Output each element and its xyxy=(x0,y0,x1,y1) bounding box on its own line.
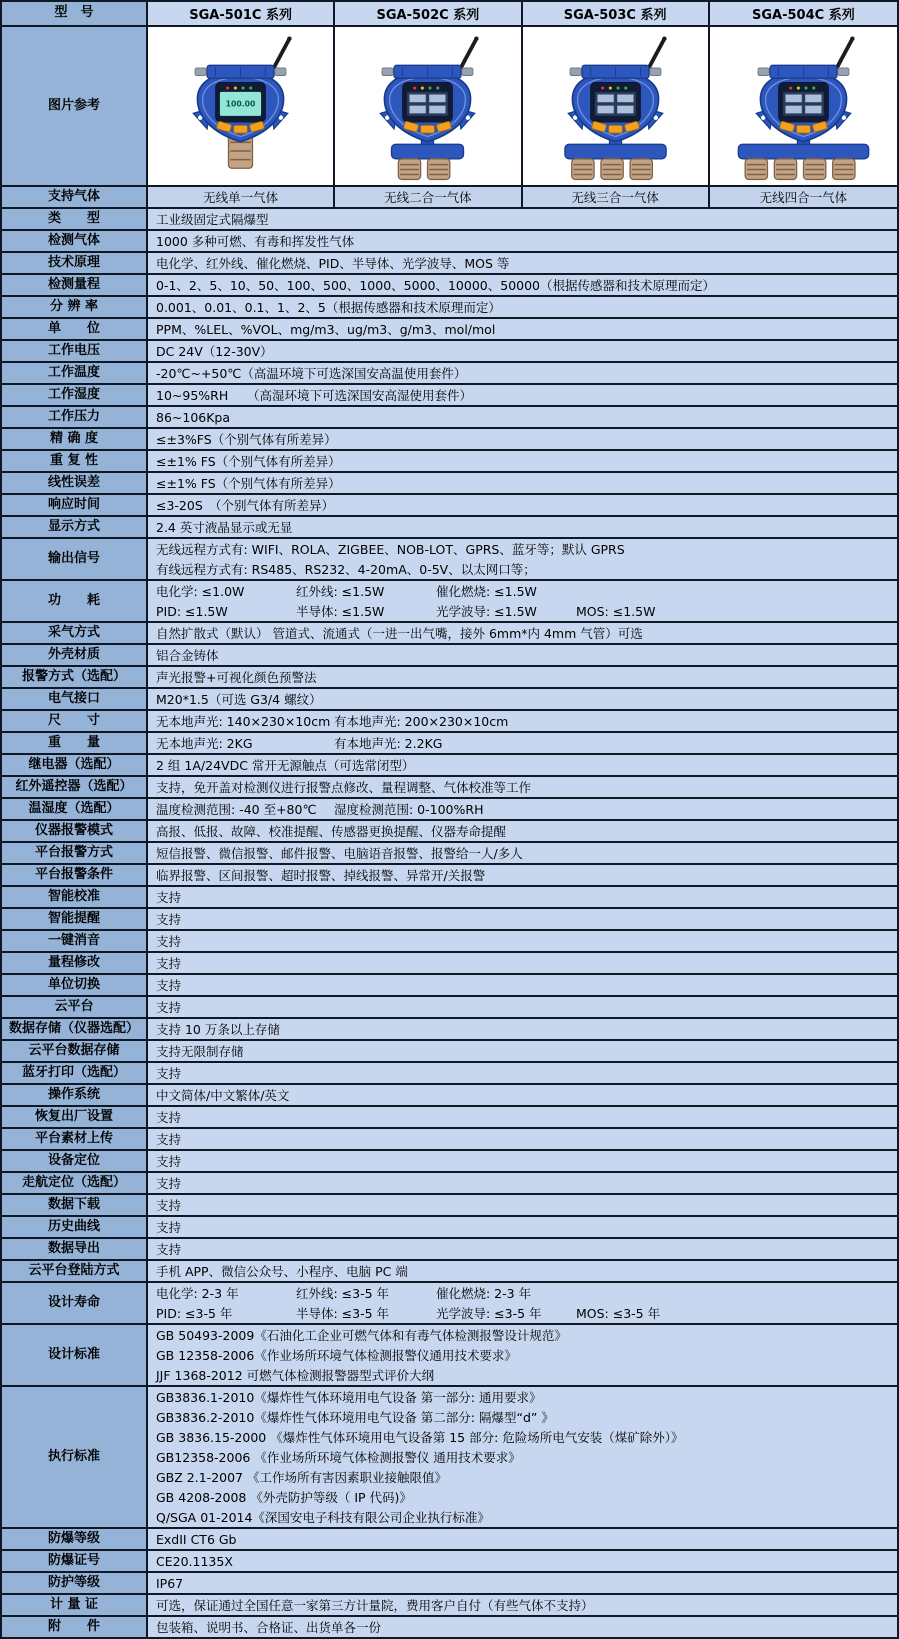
row-value: 无线远程方式有: WIFI、ROLA、ZIGBEE、NOB-LOT、GPRS、蓝牙等；默认 GPRS 有线远程方式有: RS485、RS232、4-20mA、0-5V、以太网口等； xyxy=(148,539,897,579)
row-label: 智能提醒 xyxy=(2,909,148,929)
row-label: 显示方式 xyxy=(2,517,148,537)
table-row xyxy=(2,997,897,1019)
row-value: 支持 xyxy=(148,1063,897,1083)
row-value: 1000 多种可燃、有毒和挥发性气体 xyxy=(148,231,897,251)
value-segment: 无本地声光: 2KG xyxy=(156,736,253,751)
model-name-sga-504c: SGA-504C 系列 xyxy=(710,2,897,25)
table-row xyxy=(2,1529,897,1551)
row-value: 支持 10 万条以上存储 xyxy=(148,1019,897,1039)
model-name-sga-502c: SGA-502C 系列 xyxy=(335,2,522,25)
row-label: 计 量 证 xyxy=(2,1595,148,1615)
table-row xyxy=(2,1239,897,1261)
row-value: 支持 xyxy=(148,1239,897,1259)
row-label: 功 耗 xyxy=(2,581,148,621)
model-name-sga-501c: SGA-501C 系列 xyxy=(148,2,335,25)
value-segment: 半导体: ≤3-5 年 xyxy=(296,1306,390,1321)
row-label: 操作系统 xyxy=(2,1085,148,1105)
image-row xyxy=(2,27,897,187)
gas-type-1: 无线单一气体 xyxy=(148,187,335,207)
row-label: 历史曲线 xyxy=(2,1217,148,1237)
row-label: 工作湿度 xyxy=(2,385,148,405)
row-value: ExdII CT6 Gb xyxy=(148,1529,897,1549)
row-value: 支持 xyxy=(148,953,897,973)
row-label: 数据存储（仪器选配） xyxy=(2,1019,148,1039)
row-label: 报警方式（选配） xyxy=(2,667,148,687)
row-label: 工作电压 xyxy=(2,341,148,361)
value-segment: PID: ≤3-5 年 xyxy=(156,1306,233,1321)
row-label: 云平台数据存储 xyxy=(2,1041,148,1061)
row-label: 线性误差 xyxy=(2,473,148,493)
table-row xyxy=(2,1283,897,1325)
value-segment: 红外线: ≤1.5W xyxy=(296,584,385,599)
row-value: 2 组 1A/24VDC 常开无源触点（可选常闭型） xyxy=(148,755,897,775)
table-row xyxy=(2,865,897,887)
table-row xyxy=(2,209,897,231)
row-value: IP67 xyxy=(148,1573,897,1593)
gas-type-3: 无线三合一气体 xyxy=(523,187,710,207)
gas-type-4: 无线四合一气体 xyxy=(710,187,897,207)
row-value: ≤±1% FS（个别气体有所差异） xyxy=(148,473,897,493)
svg-text:100.00: 100.00 xyxy=(225,99,256,108)
table-row xyxy=(2,275,897,297)
row-label: 外壳材质 xyxy=(2,645,148,665)
value-segment: 催化燃烧: ≤1.5W xyxy=(436,584,537,599)
table-row xyxy=(2,733,897,755)
row-value: 10~95%RH （高湿环境下可选深国安高湿使用套件） xyxy=(148,385,897,405)
gas-detector-illustration xyxy=(722,31,885,182)
image-row-label: 图片参考 xyxy=(2,27,148,185)
row-label: 设备定位 xyxy=(2,1151,148,1171)
table-row xyxy=(2,953,897,975)
row-label: 分 辨 率 xyxy=(2,297,148,317)
value-segment: MOS: ≤3-5 年 xyxy=(576,1306,661,1321)
row-value: GB 50493-2009《石油化工企业可燃气体和有毒气体检测报警设计规范》 GB 12358-2006《作业场所环境气体检测报警仪通用技术要求》 JJF 1368-2012 可燃气体检测报警器型式评价大纲 xyxy=(148,1325,897,1385)
row-label: 走航定位（选配） xyxy=(2,1173,148,1193)
spec-rows-host xyxy=(2,209,897,1637)
table-row xyxy=(2,341,897,363)
row-value: 电化学、红外线、催化燃烧、PID、半导体、光学波导、MOS 等 xyxy=(148,253,897,273)
row-label: 设计标准 xyxy=(2,1325,148,1385)
row-value: 支持 xyxy=(148,887,897,907)
row-label: 单位切换 xyxy=(2,975,148,995)
row-label: 云平台登陆方式 xyxy=(2,1261,148,1281)
table-row xyxy=(2,539,897,581)
row-value: DC 24V（12-30V） xyxy=(148,341,897,361)
row-label: 工作温度 xyxy=(2,363,148,383)
value-segment: 湿度检测范围: 0-100%RH xyxy=(334,802,484,817)
value-segment: 无本地声光: 140×230×10cm xyxy=(156,714,331,729)
table-row xyxy=(2,1617,897,1637)
product-image-sga-502c xyxy=(335,27,522,185)
table-row xyxy=(2,623,897,645)
gas-detector-illustration xyxy=(346,31,509,182)
row-label: 数据下载 xyxy=(2,1195,148,1215)
value-segment: MOS: ≤1.5W xyxy=(576,603,656,619)
row-label: 恢复出厂设置 xyxy=(2,1107,148,1127)
row-label: 工作压力 xyxy=(2,407,148,427)
table-row xyxy=(2,429,897,451)
value-segment: 有本地声光: 2.2KG xyxy=(334,736,443,751)
product-image-sga-501c xyxy=(148,27,335,185)
gas-type-2: 无线二合一气体 xyxy=(335,187,522,207)
table-row xyxy=(2,1217,897,1239)
table-row xyxy=(2,1551,897,1573)
row-value xyxy=(148,1283,897,1323)
gas-detector-illustration xyxy=(534,31,697,182)
table-row xyxy=(2,689,897,711)
row-value: 自然扩散式（默认） 管道式、流通式（一进一出气嘴，接外 6mm*内 4mm 气管）可选 xyxy=(148,623,897,643)
table-row xyxy=(2,517,897,539)
table-row xyxy=(2,495,897,517)
row-value: 支持 xyxy=(148,1173,897,1193)
table-row xyxy=(2,975,897,997)
row-value: PPM、%LEL、%VOL、mg/m3、ug/m3、g/m3、mol/mol xyxy=(148,319,897,339)
table-row xyxy=(2,1573,897,1595)
row-label: 检测气体 xyxy=(2,231,148,251)
row-label: 红外遥控器（选配） xyxy=(2,777,148,797)
row-value: 中文简体/中文繁体/英文 xyxy=(148,1085,897,1105)
row-label: 检测量程 xyxy=(2,275,148,295)
row-label: 防爆等级 xyxy=(2,1529,148,1549)
row-label: 执行标准 xyxy=(2,1387,148,1527)
row-value: 铝合金铸体 xyxy=(148,645,897,665)
row-label: 电气接口 xyxy=(2,689,148,709)
row-value: 手机 APP、微信公众号、小程序、电脑 PC 端 xyxy=(148,1261,897,1281)
row-label: 平台报警条件 xyxy=(2,865,148,885)
value-segment: 电化学: ≤1.0W xyxy=(156,584,245,599)
row-label: 重 量 xyxy=(2,733,148,753)
table-row xyxy=(2,451,897,473)
table-row xyxy=(2,1195,897,1217)
table-row xyxy=(2,645,897,667)
row-label: 精 确 度 xyxy=(2,429,148,449)
table-row xyxy=(2,799,897,821)
value-segment: PID: ≤1.5W xyxy=(156,603,228,619)
table-row xyxy=(2,363,897,385)
row-value xyxy=(148,711,897,731)
value-segment: 催化燃烧: 2-3 年 xyxy=(436,1286,532,1301)
row-value: ≤±1% FS（个别气体有所差异） xyxy=(148,451,897,471)
row-label: 继电器（选配） xyxy=(2,755,148,775)
table-row xyxy=(2,1129,897,1151)
row-label: 数据导出 xyxy=(2,1239,148,1259)
gas-row-label: 支持气体 xyxy=(2,187,148,207)
table-row xyxy=(2,1387,897,1529)
row-value: GB3836.1-2010《爆炸性气体环境用电气设备 第一部分: 通用要求》 GB3836.2-2010《爆炸性气体环境用电气设备 第二部分: 隔爆型“d” 》 GB 3836.15-2000 《爆炸性气体环境用电气设备第 15 部分: 危险场所电气安装（煤矿除外）》 GB12358-2006 《作业场所环境气体检测报警仪 通用技术要求》 GBZ 2.1-2007 《工作场所有害因素职业接触限值》 GB 4208-2008 《外壳防护等级（ IP 代码)》 Q/SGA 01-2014《深国安电子科技有限公司企业执行标准》 xyxy=(148,1387,897,1527)
row-label: 温湿度（选配） xyxy=(2,799,148,819)
table-row xyxy=(2,231,897,253)
value-segment: 半导体: ≤1.5W xyxy=(296,604,385,619)
row-label: 类 型 xyxy=(2,209,148,229)
table-row xyxy=(2,1019,897,1041)
row-value: 支持 xyxy=(148,931,897,951)
value-segment: 电化学: 2-3 年 xyxy=(156,1286,239,1301)
row-label: 重 复 性 xyxy=(2,451,148,471)
row-label: 技术原理 xyxy=(2,253,148,273)
row-value: 支持无限制存储 xyxy=(148,1041,897,1061)
row-label: 尺 寸 xyxy=(2,711,148,731)
row-label: 一键消音 xyxy=(2,931,148,951)
table-row xyxy=(2,253,897,275)
table-row xyxy=(2,843,897,865)
table-row xyxy=(2,1063,897,1085)
row-label: 智能校准 xyxy=(2,887,148,907)
table-row xyxy=(2,319,897,341)
table-row xyxy=(2,1325,897,1387)
row-value: 支持 xyxy=(148,1151,897,1171)
table-row xyxy=(2,473,897,495)
row-label: 输出信号 xyxy=(2,539,148,579)
row-value: 支持，免开盖对检测仪进行报警点修改、量程调整、气体校准等工作 xyxy=(148,777,897,797)
table-row xyxy=(2,297,897,319)
row-label: 设计寿命 xyxy=(2,1283,148,1323)
table-row xyxy=(2,385,897,407)
model-name-sga-503c: SGA-503C 系列 xyxy=(523,2,710,25)
table-row xyxy=(2,909,897,931)
value-segment: 有本地声光: 200×230×10cm xyxy=(334,714,509,729)
row-label: 平台素材上传 xyxy=(2,1129,148,1149)
table-row xyxy=(2,821,897,843)
table-row xyxy=(2,1151,897,1173)
value-segment: 温度检测范围: -40 至+80℃ xyxy=(156,802,317,817)
row-label: 量程修改 xyxy=(2,953,148,973)
row-value: CE20.1135X xyxy=(148,1551,897,1571)
table-row xyxy=(2,711,897,733)
row-value: 临界报警、区间报警、超时报警、掉线报警、异常开/关报警 xyxy=(148,865,897,885)
value-segment: 光学波导: ≤1.5W xyxy=(436,604,537,619)
supported-gas-row xyxy=(2,187,897,209)
row-value: 支持 xyxy=(148,975,897,995)
table-row xyxy=(2,931,897,953)
value-segment: 光学波导: ≤3-5 年 xyxy=(436,1306,542,1321)
row-value: 包装箱、说明书、合格证、出货单各一份 xyxy=(148,1617,897,1637)
row-label: 采气方式 xyxy=(2,623,148,643)
table-row xyxy=(2,1107,897,1129)
row-value: 支持 xyxy=(148,1129,897,1149)
row-label: 单 位 xyxy=(2,319,148,339)
row-value: 高报、低报、故障、校准提醒、传感器更换提醒、仪器寿命提醒 xyxy=(148,821,897,841)
row-value: 可选，保证通过全国任意一家第三方计量院，费用客户自付（有些气体不支持） xyxy=(148,1595,897,1615)
row-value: 0-1、2、5、10、50、100、500、1000、5000、10000、50000（根据传感器和技术原理而定） xyxy=(148,275,897,295)
row-value: 0.001、0.01、0.1、1、2、5（根据传感器和技术原理而定） xyxy=(148,297,897,317)
row-label: 附 件 xyxy=(2,1617,148,1637)
table-row xyxy=(2,1085,897,1107)
row-value: ≤3-20S （个别气体有所差异） xyxy=(148,495,897,515)
table-row xyxy=(2,1173,897,1195)
row-value xyxy=(148,799,897,819)
row-value: -20℃~+50℃（高温环境下可选深国安高温使用套件） xyxy=(148,363,897,383)
table-row xyxy=(2,1261,897,1283)
row-value: 支持 xyxy=(148,909,897,929)
row-label: 防爆证号 xyxy=(2,1551,148,1571)
row-value xyxy=(148,581,897,621)
table-row xyxy=(2,887,897,909)
table-row xyxy=(2,581,897,623)
value-segment: 红外线: ≤3-5 年 xyxy=(296,1286,390,1301)
row-value: 支持 xyxy=(148,997,897,1017)
model-row-label: 型 号 xyxy=(2,2,148,25)
table-row xyxy=(2,755,897,777)
row-value xyxy=(148,733,897,753)
row-value: 工业级固定式隔爆型 xyxy=(148,209,897,229)
gas-detector-illustration xyxy=(159,31,322,182)
row-value: 2.4 英寸液晶显示或无显 xyxy=(148,517,897,537)
row-label: 响应时间 xyxy=(2,495,148,515)
row-value: 支持 xyxy=(148,1217,897,1237)
row-value: 短信报警、微信报警、邮件报警、电脑语音报警、报警给一人/多人 xyxy=(148,843,897,863)
table-row xyxy=(2,1041,897,1063)
row-label: 云平台 xyxy=(2,997,148,1017)
product-image-sga-503c xyxy=(523,27,710,185)
product-image-sga-504c xyxy=(710,27,897,185)
row-value: M20*1.5（可选 G3/4 螺纹） xyxy=(148,689,897,709)
header-row xyxy=(2,2,897,27)
table-row xyxy=(2,1595,897,1617)
row-label: 平台报警方式 xyxy=(2,843,148,863)
table-row xyxy=(2,407,897,429)
row-label: 仪器报警模式 xyxy=(2,821,148,841)
table-row xyxy=(2,667,897,689)
table-row xyxy=(2,777,897,799)
row-value: ≤±3%FS（个别气体有所差异） xyxy=(148,429,897,449)
row-value: 86~106Kpa xyxy=(148,407,897,427)
row-label: 蓝牙打印（选配） xyxy=(2,1063,148,1083)
row-value: 支持 xyxy=(148,1195,897,1215)
row-value: 声光报警+可视化颜色预警法 xyxy=(148,667,897,687)
row-value: 支持 xyxy=(148,1107,897,1127)
row-label: 防护等级 xyxy=(2,1573,148,1593)
